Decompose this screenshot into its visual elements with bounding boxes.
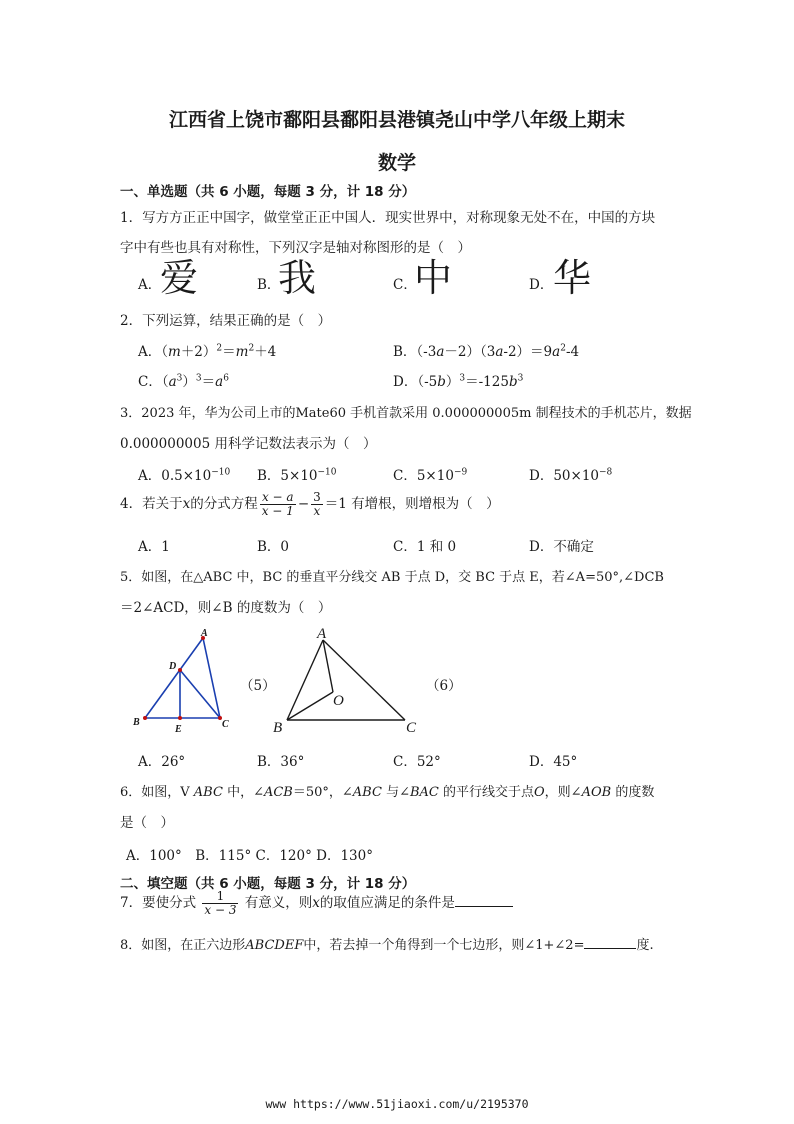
footer-watermark-url: www https://www.51jiaoxi.com/u/2195370 [265, 1097, 529, 1111]
fig5-label-c: C [222, 719, 229, 730]
q1-option-b-char: 我 [278, 256, 317, 300]
q7-answer-blank[interactable] [455, 894, 513, 907]
q1-line1: 1．写方方正正中国字，做堂堂正正中国人．现实世界中，对称现象无处不在，中国的方块 [120, 210, 656, 226]
fig6-label-b: B [273, 720, 283, 736]
q6-options: A．100° B．115° C．120° D．130° [126, 848, 373, 864]
q5-option-d: D．45° [529, 754, 578, 770]
q3-option-d: D．$50\times 10^{-8}$ [529, 467, 613, 484]
q2-option-b: B．$(-3a-2)(3a-2)=9a^2-4$ [393, 343, 580, 360]
q1-option-a-char: 爱 [160, 256, 199, 300]
q2-stem: 2．下列运算，结果正确的是（ ） [120, 313, 332, 329]
q3-option-b: B．$5\times 10^{-10}$ [257, 467, 337, 484]
fig5-label-b: B [133, 717, 140, 728]
q3-line1: 3．2023 年，华为公司上市的Mate60 手机首款采用 0.000000005m 制程技术的手机芯片，数据 [120, 406, 692, 421]
q3-option-c: C．$5\times 10^{-9}$ [393, 467, 468, 484]
q2-option-d: D．$(-5b)^3=-125b^3$ [393, 373, 524, 390]
fig5-point-e [178, 716, 182, 720]
q7-fraction: $\frac{1}{x - 3}$ [204, 889, 237, 918]
fig6-label-o: O [333, 693, 344, 709]
q3-line2: 0.000000005 用科学记数法表示为（ ） [120, 436, 377, 452]
q4-option-a: A．1 [138, 539, 170, 555]
fig6-label-c: C [406, 720, 417, 736]
figure-5-triangle [125, 628, 240, 738]
q2-option-c: C．$(a^3)^3=a^6$ [138, 373, 229, 390]
section-heading-fill-in: 二、填空题（共 6 小题，每题 3 分，计 18 分） [120, 876, 416, 892]
q3-option-a: A．$0.5\times 10^{-10}$ [138, 467, 231, 484]
fig5-side-ac [203, 638, 220, 718]
fig6-side-ab [287, 640, 323, 720]
figure-6-triangle [265, 622, 425, 737]
q5-option-b: B．36° [257, 754, 305, 770]
q5-line1: 5．如图，在△ABC 中，BC 的垂直平分线交 AB 于点 D，交 BC 于点 E，若∠A=50°,∠DCB [120, 570, 664, 585]
section-heading-single-choice: 一、单选题（共 6 小题，每题 3 分，计 18 分） [120, 184, 416, 200]
page-title: 江西省上饶市鄱阳县鄱阳县港镇尧山中学八年级上期末 [168, 109, 625, 131]
q2-option-a: A．$(m+2)^2=m^2+4$ [138, 343, 277, 360]
q1-option-b-label: B． [257, 277, 281, 293]
fig5-label-e: E [175, 724, 182, 735]
q4-fraction-2: $\frac{3}{x}$ [313, 490, 321, 519]
q7-stem: 7．要使分式 $\frac{1}{x - 3}$ 有意义，则x的取值应满足的条件是 [120, 890, 513, 917]
q1-line2: 字中有些也具有对称性，下列汉字是轴对称图形的是（ ） [120, 240, 471, 256]
q5-option-a: A．26° [138, 754, 186, 770]
q4-fraction-1: $\frac{x - a}{x - 1}$ [261, 490, 294, 519]
page-subtitle: 数学 [377, 152, 416, 174]
q1-option-d-label: D． [529, 277, 554, 293]
fig5-label-a: A [201, 628, 208, 639]
q1-option-a-label: A． [138, 277, 162, 293]
q6-line1: 6．如图，V ABC 中，∠ACB＝50°，∠ABC 与∠BAC 的平行线交于点O，则∠AOB 的度数 [120, 785, 655, 800]
q5-line2: ＝2∠ACD，则∠B 的度数为（ ） [120, 600, 332, 616]
fig5-point-d [178, 668, 182, 672]
q4-option-d: D．不确定 [529, 539, 594, 555]
q4-option-c: C．1 和 0 [393, 539, 457, 555]
fig5-side-ab [145, 638, 203, 718]
figure-5-caption: （5） [240, 678, 276, 694]
fig6-label-a: A [317, 626, 327, 642]
fig5-point-b [143, 716, 147, 720]
q4-stem: 4．若关于x的分式方程 $\frac{x - a}{x - 1}$ − $\frac{3}{x}$ ＝1 有增根，则增根为（ ） [120, 490, 500, 519]
q8-stem: 8．如图，在正六边形ABCDEF中，若去掉一个角得到一个七边形，则∠1+∠2= 度. [120, 938, 654, 953]
q6-line2: 是（ ） [120, 815, 174, 831]
q8-answer-blank[interactable] [584, 936, 636, 949]
fig5-segment-dc [180, 670, 220, 718]
fig5-label-d: D [169, 661, 177, 672]
q1-option-c-label: C． [393, 277, 417, 293]
q4-option-b: B．0 [257, 539, 290, 555]
q1-option-d-char: 华 [553, 256, 592, 300]
q1-option-c-char: 中 [414, 256, 453, 300]
q5-option-c: C．52° [393, 754, 441, 770]
figure-6-caption: （6） [426, 678, 462, 694]
